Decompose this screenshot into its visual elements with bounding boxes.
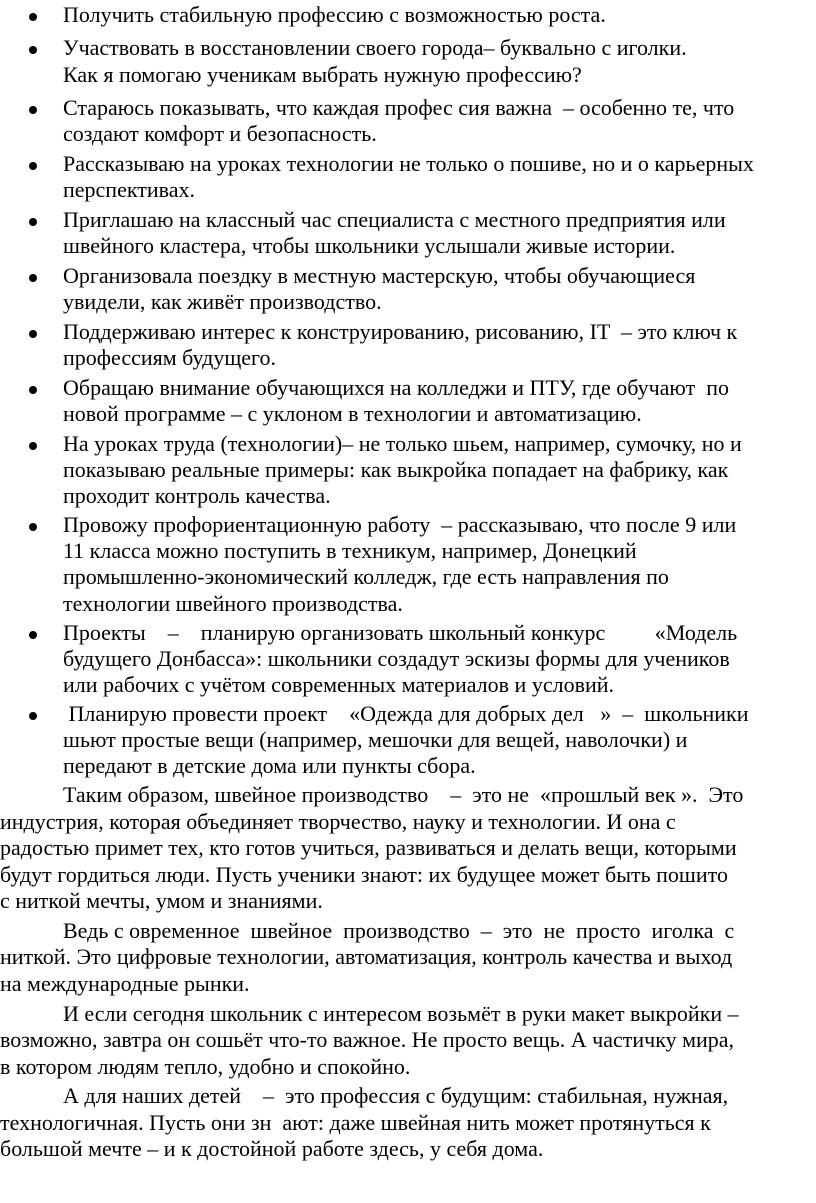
bullet-icon: [29, 218, 37, 226]
list-item-line: промышленно-экономический колледж, где есть направления по: [63, 564, 669, 589]
paragraph-line: Таким образом, швейное производство – это не «прошлый век ». Это: [63, 782, 744, 807]
paragraph-line: на международные рынки.: [0, 971, 250, 996]
list-item-line: показываю реальные примеры: как выкройка попадает на фабрику, как: [63, 457, 729, 482]
list-item-line: На уроках труда (технологии)– не только шьем, например, сумочку, но и: [63, 431, 742, 456]
list-item-line: Приглашаю на классный час специалиста с местного предприятия или: [63, 207, 726, 232]
bullet-icon: [29, 523, 37, 531]
list-item-line: создают комфорт и безопасность.: [63, 121, 377, 146]
bullet-icon: [29, 162, 37, 170]
paragraph-line: возможно, завтра он сошьёт что-то важное. Не просто вещь. А частичку мира,: [0, 1027, 735, 1052]
paragraph-line: ниткой. Это цифровые технологии, автоматизация, контроль качества и выход: [0, 944, 733, 969]
list-item-line: или рабочих с учётом современных материалов и условий.: [63, 672, 614, 697]
paragraph-line: Ведь с овременное швейное производство – это не просто иголка с: [63, 918, 735, 943]
list-item-line: шьют простые вещи (например, мешочки для вещей, наволочки) и: [63, 727, 688, 752]
list-item-line: передают в детские дома или пункты сбора.: [63, 753, 476, 778]
list-item-line: Организовала поездку в местную мастерскую, чтобы обучающиеся: [63, 263, 696, 288]
bullet-icon: [29, 442, 37, 450]
bullet-icon: [29, 712, 37, 720]
bullet-icon: [29, 631, 37, 639]
bullet-icon: [29, 274, 37, 282]
bullet-icon: [29, 13, 37, 21]
paragraph-line: в котором людям тепло, удобно и спокойно.: [0, 1054, 411, 1079]
list-item-line: перспективах.: [63, 177, 195, 202]
list-item-line: новой программе – с уклоном в технологии и автоматизацию.: [63, 401, 642, 426]
list-item-line: проходит контроль качества.: [63, 483, 331, 508]
paragraph-line: большой мечте – и к достойной работе здесь, у себя дома.: [0, 1136, 544, 1161]
list-item-line: технологии швейного производства.: [63, 591, 403, 616]
list-item-line: Как я помогаю ученикам выбрать нужную профессию?: [63, 62, 582, 87]
list-item-line: Провожу профориентационную работу – рассказываю, что после 9 или: [63, 512, 737, 537]
list-item-line: увидели, как живёт производство.: [63, 289, 382, 314]
bullet-icon: [29, 386, 37, 394]
list-item-line: Проекты – планирую организовать школьный конкурс «Модель: [63, 620, 738, 645]
list-item-line: Стараюсь показывать, что каждая профес сия важна – особенно те, что: [63, 95, 735, 120]
paragraph-line: технологичная. Пусть они зн ают: даже швейная нить может протянуться к: [0, 1110, 711, 1135]
bullet-icon: [29, 330, 37, 338]
list-item-line: Обращаю внимание обучающихся на колледжи и ПТУ, где обучают по: [63, 375, 729, 400]
paragraph-line: радостью примет тех, кто готов учиться, развиваться и делать вещи, которыми: [0, 835, 737, 860]
list-item-line: Поддерживаю интерес к конструированию, рисованию, IT – это ключ к: [63, 319, 738, 344]
bullet-icon: [29, 46, 37, 54]
bullet-icon: [29, 106, 37, 114]
list-item-line: профессиям будущего.: [63, 345, 277, 370]
paragraph-line: А для наших детей – это профессия с будущим: стабильная, нужная,: [63, 1083, 729, 1108]
paragraph-line: И если сегодня школьник с интересом возьмёт в руки макет выкройки –: [63, 1001, 739, 1026]
list-item-line: Участвовать в восстановлении своего города– буквально с иголки.: [63, 35, 687, 60]
list-item-line: Планирую провести проект «Одежда для добрых дел » – школьники: [63, 701, 749, 726]
list-item-line: Рассказываю на уроках технологии не только о пошиве, но и о карьерных: [63, 151, 754, 176]
list-item-line: будущего Донбасса»: школьники создадут эскизы формы для учеников: [63, 646, 730, 671]
list-item-line: 11 класса можно поступить в техникум, например, Донецкий: [63, 538, 637, 563]
paragraph-line: с ниткой мечты, умом и знаниями.: [0, 888, 323, 913]
paragraph-line: индустрия, которая объединяет творчество, науку и технологии. И она с: [0, 809, 676, 834]
paragraph-line: будут гордиться люди. Пусть ученики знают: их будущее может быть пошито: [0, 862, 728, 887]
list-item-line: Получить стабильную профессию с возможностью роста.: [63, 2, 606, 27]
list-item-line: швейного кластера, чтобы школьники услышали живые истории.: [63, 233, 676, 258]
